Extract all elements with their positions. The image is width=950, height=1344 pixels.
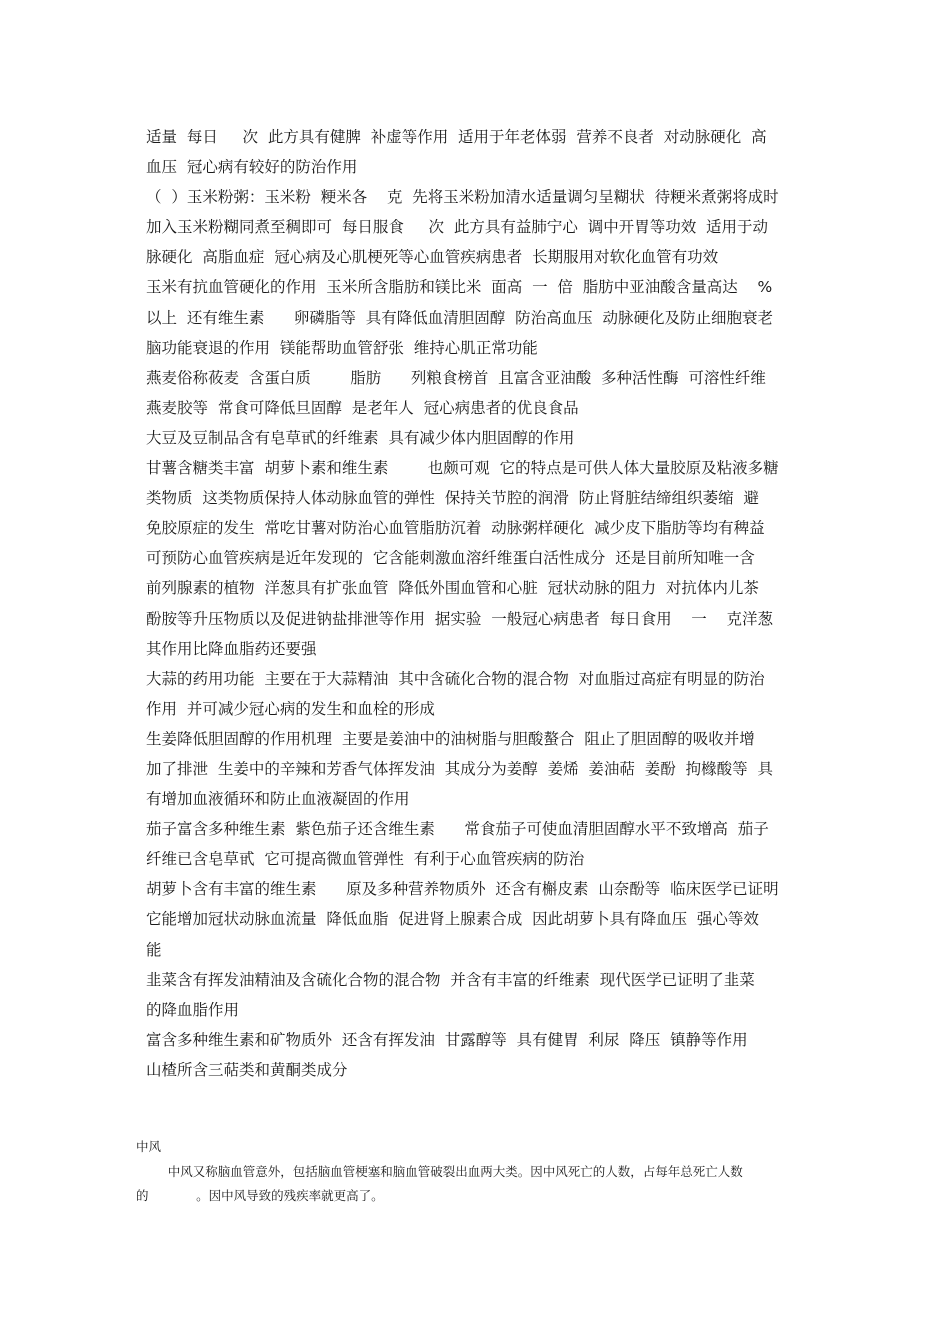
text-line: 能 bbox=[146, 940, 162, 959]
text-line: 富含多种维生素和矿物质外 还含有挥发油 甘露醇等 具有健胃 利尿 降压 镇静等作用 bbox=[146, 1030, 748, 1049]
text-line: 的降血脂作用 bbox=[146, 1000, 240, 1019]
section-heading: 中风 bbox=[136, 1139, 162, 1154]
text-line: 前列腺素的植物 洋葱具有扩张血管 降低外围血管和心脏 冠状动脉的阻力 对抗体内儿茶 bbox=[146, 579, 759, 598]
text-line: 甘薯含糖类丰富 胡萝卜素和维生素 也颇可观 它的特点是可供人体大量胶原及粘液多糖 bbox=[146, 459, 779, 478]
text-line: 山楂所含三萜类和黄酮类成分 bbox=[146, 1060, 348, 1079]
text-line: 大蒜的药用功能 主要在于大蒜精油 其中含硫化合物的混合物 对血脂过高症有明显的防治 bbox=[146, 669, 765, 688]
text-line: 适量 每日 次 此方具有健脾 补虚等作用 适用于年老体弱 营养不良者 对动脉硬化 高 bbox=[146, 128, 767, 146]
section-text-line: 中风又称脑血管意外，包括脑血管梗塞和脑血管破裂出血两大类。因中风死亡的人数，占每年总死亡人数 bbox=[136, 1164, 743, 1179]
text-line: 脑功能衰退的作用 镁能帮助血管舒张 维持心肌正常功能 bbox=[146, 338, 538, 357]
text-line: 以上 还有维生素 卵磷脂等 具有降低血清胆固醇 防治高血压 动脉硬化及防止细胞衰老 bbox=[146, 308, 773, 327]
text-line: 脉硬化 高脂血症 冠心病及心肌梗死等心血管疾病患者 长期服用对软化血管有功效 bbox=[146, 248, 719, 267]
text-line: 类物质 这类物质保持人体动脉血管的弹性 保持关节腔的润滑 防止肾脏结缔组织萎缩 避 bbox=[146, 489, 759, 508]
text-line: 免胶原症的发生 常吃甘薯对防治心血管脂肪沉着 动脉粥样硬化 减少皮下脂肪等均有稗益 bbox=[146, 519, 765, 538]
section-text-line: 的 。因中风导致的残疾率就更高了。 bbox=[136, 1188, 384, 1203]
text-line: 加入玉米粉糊同煮至稠即可 每日服食 次 此方具有益肺宁心 调中开胃等功效 适用于动 bbox=[146, 218, 769, 237]
section-paragraph bbox=[136, 1160, 836, 1208]
text-line: 茄子富含多种维生素 紫色茄子还含维生素 常食茄子可使血清胆固醇水平不致增高 茄子 bbox=[146, 820, 769, 839]
text-line: 可预防心血管疾病是近年发现的 它含能刺激血溶纤维蛋白活性成分 还是目前所知唯一含 bbox=[146, 549, 755, 568]
text-line: 纤维已含皂草甙 它可提高微血管弹性 有利于心血管疾病的防治 bbox=[146, 850, 585, 869]
text-line: 加了排泄 生姜中的辛辣和芳香气体挥发油 其成分为姜醇 姜烯 姜油萜 姜酚 拘橼酸等 具 bbox=[146, 759, 773, 778]
main-text-block bbox=[146, 122, 816, 1085]
text-line: 燕麦胶等 常食可降低旦固醇 是老年人 冠心病患者的优良食品 bbox=[146, 398, 579, 417]
text-line: （ ）玉米粉粥：玉米粉 粳米各 克 先将玉米粉加清水适量调匀呈糊状 待粳米煮粥将成时 bbox=[146, 188, 779, 207]
text-line: 大豆及豆制品含有皂草甙的纤维素 具有减少体内胆固醇的作用 bbox=[146, 428, 575, 447]
text-line: 有增加血液循环和防止血液凝固的作用 bbox=[146, 790, 410, 809]
text-line: 玉米有抗血管硬化的作用 玉米所含脂肪和镁比米 面高 一 倍 脂肪中亚油酸含量高达 % bbox=[146, 278, 773, 297]
text-line: 胡萝卜含有丰富的维生素 原及多种营养物质外 还含有槲皮素 山奈酚等 临床医学已证明 bbox=[146, 880, 779, 899]
text-line: 作用 并可减少冠心病的发生和血栓的形成 bbox=[146, 699, 435, 718]
text-line: 其作用比降血脂药还要强 bbox=[146, 639, 317, 658]
text-line: 生姜降低胆固醇的作用机理 主要是姜油中的油树脂与胆酸螯合 阻止了胆固醇的吸收并增 bbox=[146, 729, 755, 748]
text-line: 酚胺等升压物质以及促进钠盐排泄等作用 据实验 一般冠心病患者 每日食用 一 克洋葱 bbox=[146, 609, 773, 628]
text-line: 燕麦俗称莜麦 含蛋白质 脂肪 列粮食榜首 且富含亚油酸 多种活性酶 可溶性纤维 bbox=[146, 368, 766, 387]
text-line: 韭菜含有挥发油精油及含硫化合物的混合物 并含有丰富的纤维素 现代医学已证明了韭菜 bbox=[146, 970, 755, 989]
text-line: 它能增加冠状动脉血流量 降低血脂 促进肾上腺素合成 因此胡萝卜具有降血压 强心等效 bbox=[146, 910, 759, 929]
text-line: 血压 冠心病有较好的防治作用 bbox=[146, 158, 358, 177]
